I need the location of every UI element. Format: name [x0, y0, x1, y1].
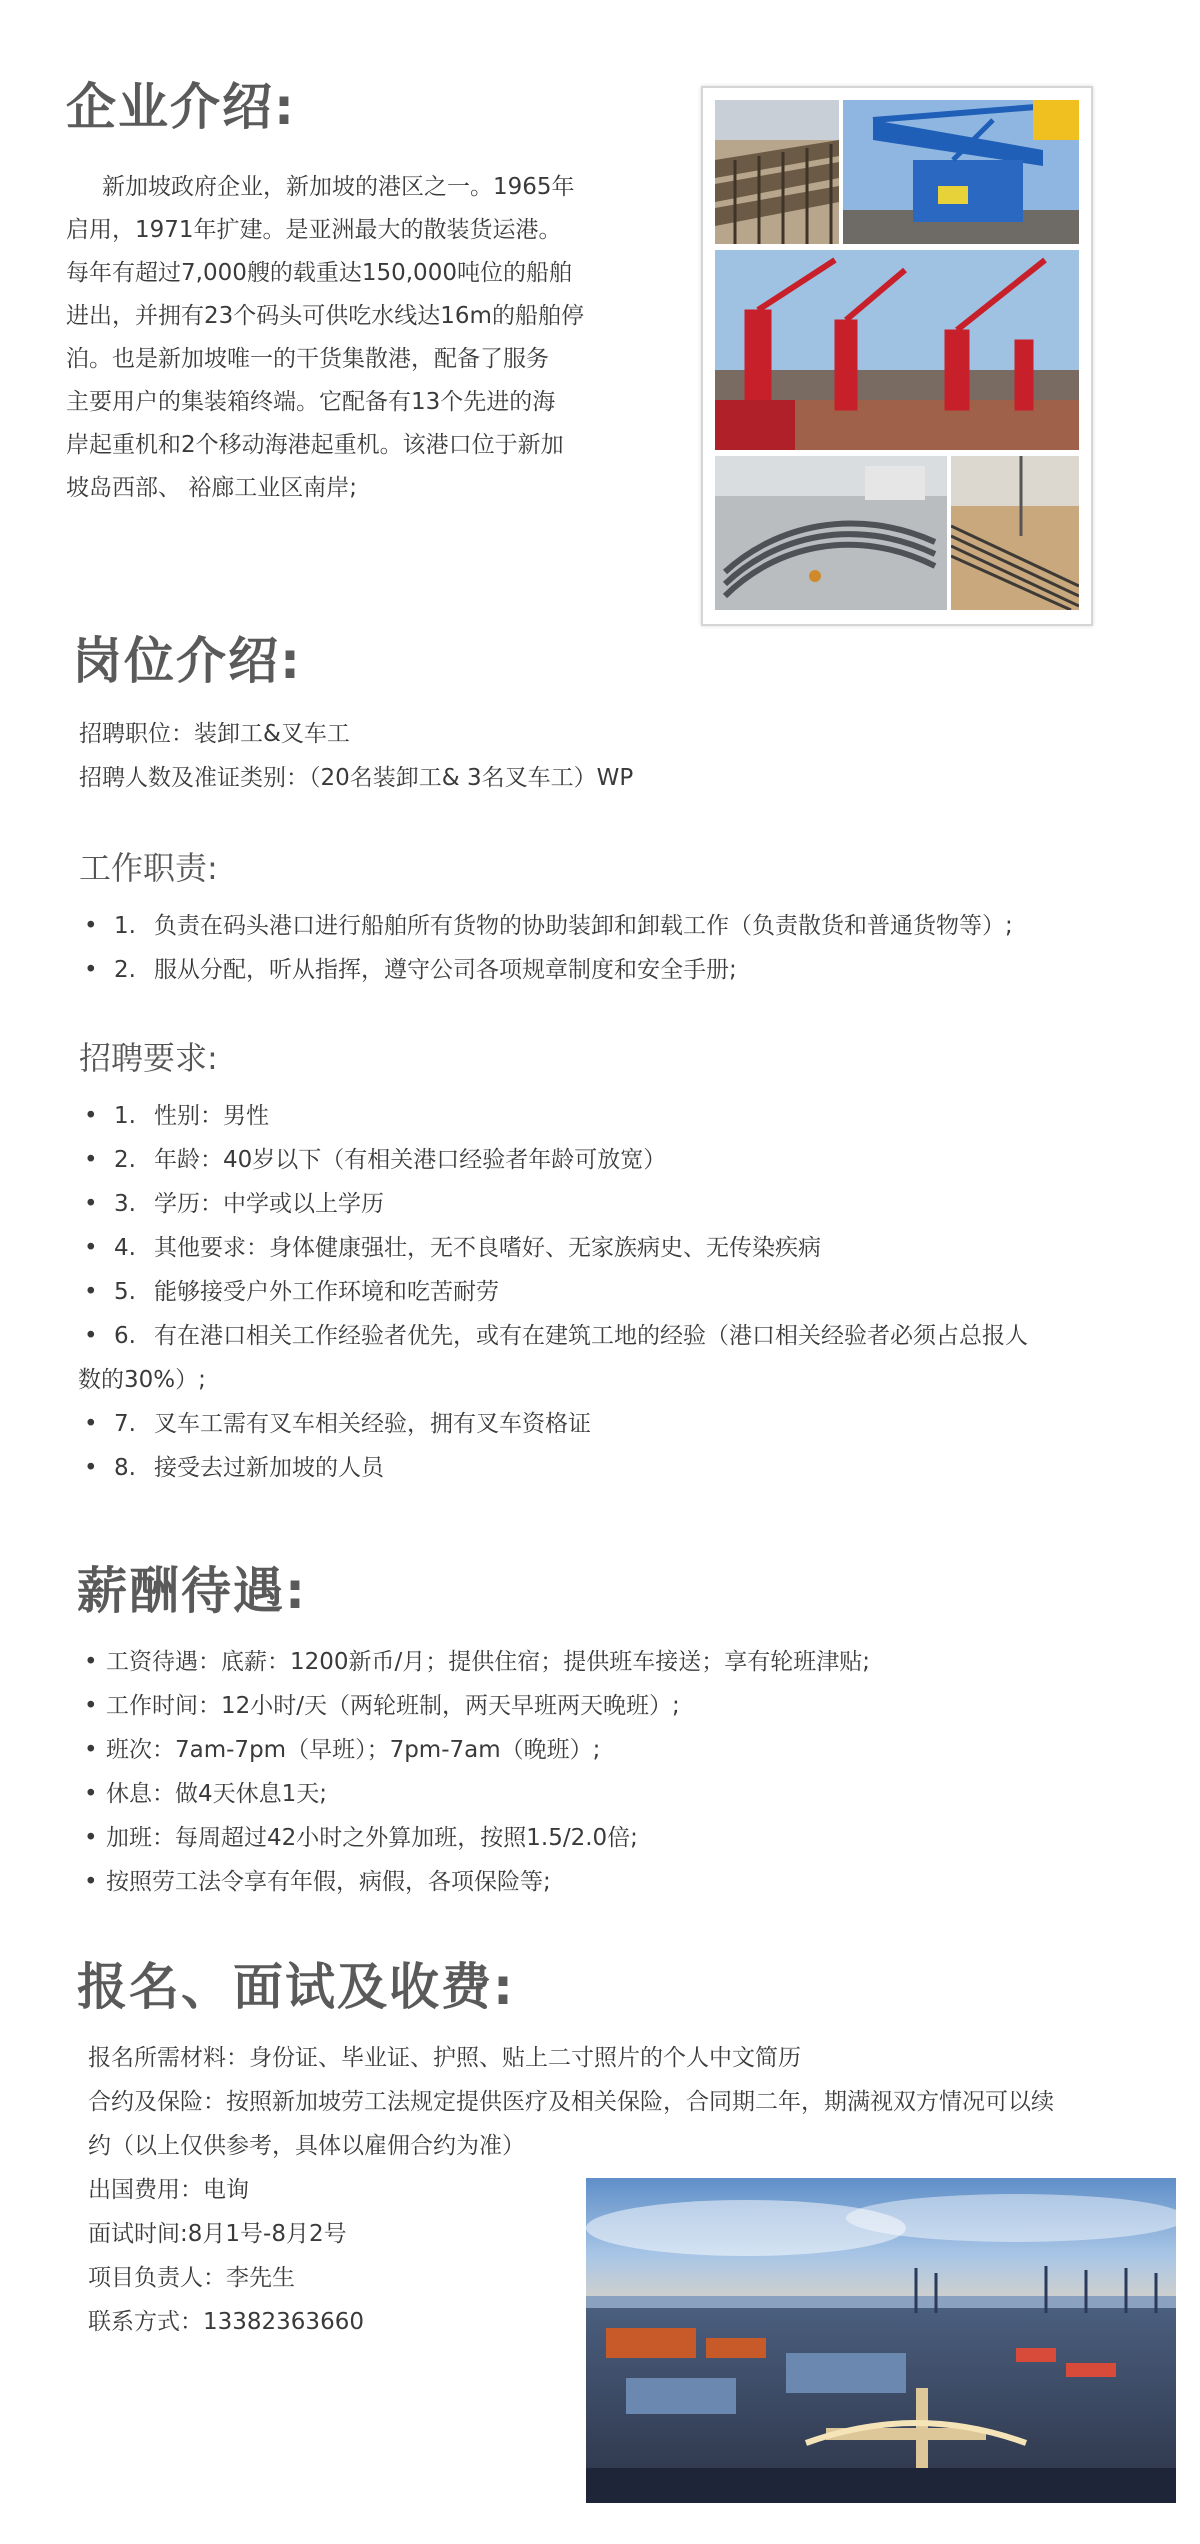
apply-heading: 报名、面试及收费:	[77, 1958, 515, 2016]
company-heading: 企业介绍:	[66, 78, 296, 136]
contract-insurance: 合约及保险：按照新加坡劳工法规定提供医疗及相关保险，合同期二年，期满视双方情况可以续	[88, 2089, 1054, 2115]
company-line: 每年有超过7,000艘的载重达150,000吨位的船舶	[66, 260, 572, 286]
list-item: • 7. 叉车工需有叉车相关经验，拥有叉车资格证	[84, 1411, 591, 1437]
position-info	[79, 712, 633, 800]
steel-piles-photo	[715, 100, 839, 244]
company-line: 泊。也是新加坡唯一的干货集散港，配备了服务	[66, 346, 549, 372]
list-item: • 2. 服从分配，听从指挥，遵守公司各项规章制度和安全手册;	[84, 957, 737, 983]
blue-crane-photo	[843, 100, 1079, 244]
contact-phone: 联系方式：13382363660	[88, 2309, 364, 2335]
requirements-heading: 招聘要求:	[79, 1039, 218, 1077]
salary-list	[84, 1640, 870, 1904]
red-cranes-photo	[715, 250, 1079, 450]
company-line: 岸起重机和2个移动海港起重机。该港口位于新加	[66, 432, 564, 458]
abroad-fee: 出国费用：电询	[88, 2177, 249, 2203]
duties-list	[84, 904, 1013, 992]
list-item: • 6. 有在港口相关工作经验者优先，或有在建筑工地的经验（港口相关经验者必须占总报人	[84, 1323, 1028, 1349]
port-photo-collage	[701, 86, 1093, 626]
interview-time: 面试时间:8月1号-8月2号	[88, 2221, 347, 2247]
company-description	[66, 166, 626, 510]
contract-note: 约（以上仅供参考，具体以雇佣合约为准）	[88, 2133, 525, 2159]
list-item: • 8. 接受去过新加坡的人员	[84, 1455, 384, 1481]
steel-bars-photo	[951, 456, 1079, 610]
list-item: • 工作时间：12小时/天（两轮班制，两天早班两天晚班）;	[84, 1693, 680, 1719]
list-item: • 工资待遇：底薪：1200新币/月；提供住宿；提供班车接送；享有轮班津贴;	[84, 1649, 871, 1675]
list-item: • 加班：每周超过42小时之外算加班，按照1.5/2.0倍;	[84, 1825, 638, 1851]
requirements-list	[78, 1094, 1028, 1490]
list-item: • 4. 其他要求：身体健康强壮，无不良嗜好、无家族病史、无传染疾病	[84, 1235, 821, 1261]
list-item: • 1. 性别：男性	[84, 1103, 269, 1129]
company-line: 坡岛西部、 裕廊工业区南岸;	[66, 475, 358, 501]
position-count: 招聘人数及准证类别：（20名装卸工& 3名叉车工）WP	[79, 765, 634, 791]
list-item: • 1. 负责在码头港口进行船舶所有货物的协助装卸和卸载工作（负责散货和普通货物等）;	[84, 913, 1013, 939]
duties-heading: 工作职责:	[79, 849, 218, 887]
position-heading: 岗位介绍:	[72, 632, 302, 690]
company-line: 主要用户的集装箱终端。它配备有13个先进的海	[66, 389, 556, 415]
salary-heading: 薪酬待遇:	[77, 1562, 307, 1620]
list-item: • 休息：做4天休息1天;	[84, 1781, 328, 1807]
list-item: • 班次：7am-7pm（早班）；7pm-7am（晚班）;	[84, 1737, 601, 1763]
list-item: • 3. 学历：中学或以上学历	[84, 1191, 384, 1217]
project-manager: 项目负责人：李先生	[88, 2265, 295, 2291]
required-materials: 报名所需材料：身份证、毕业证、护照、贴上二寸照片的个人中文简历	[88, 2045, 801, 2071]
company-line: 启用，1971年扩建。是亚洲最大的散装货运港。	[66, 217, 562, 243]
position-title: 招聘职位：装卸工&叉车工	[79, 721, 350, 747]
list-item: • 2. 年龄：40岁以下（有相关港口经验者年龄可放宽）	[84, 1147, 667, 1173]
company-line: 新加坡政府企业，新加坡的港区之一。1965年	[102, 174, 575, 200]
company-line: 进出，并拥有23个码头可供吃水线达16m的船舶停	[66, 303, 584, 329]
list-item: • 5. 能够接受户外工作环境和吃苦耐劳	[84, 1279, 499, 1305]
port-aerial-photo	[586, 2178, 1176, 2503]
list-item: • 按照劳工法令享有年假，病假，各项保险等;	[84, 1869, 551, 1895]
list-item-continuation: 数的30%）;	[78, 1367, 206, 1393]
steel-pipes-photo	[715, 456, 947, 610]
